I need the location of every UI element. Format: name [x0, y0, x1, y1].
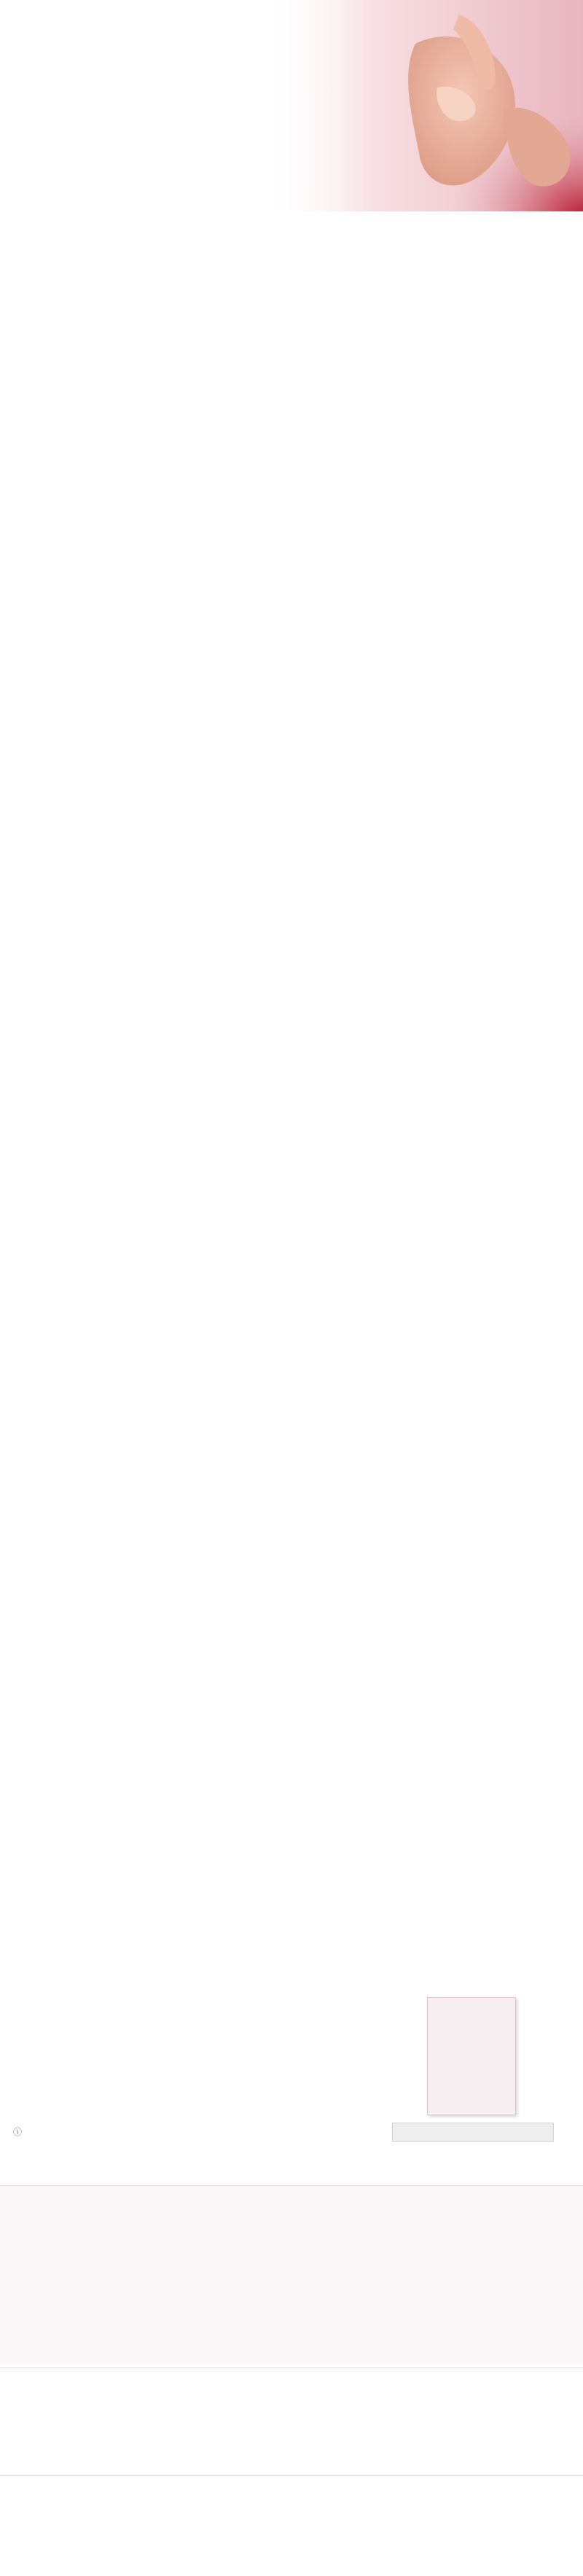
scripture-section [0, 2368, 583, 2472]
book-promo [13, 1997, 574, 2179]
hands-illustration [262, 0, 583, 211]
hero-header [0, 0, 583, 219]
author-profile [0, 2185, 583, 2365]
prayer-section [0, 2475, 583, 2576]
book-link-button[interactable] [392, 2123, 554, 2142]
site-footer-row: ⓘ [13, 2127, 23, 2137]
book-cover[interactable] [427, 1997, 516, 2115]
